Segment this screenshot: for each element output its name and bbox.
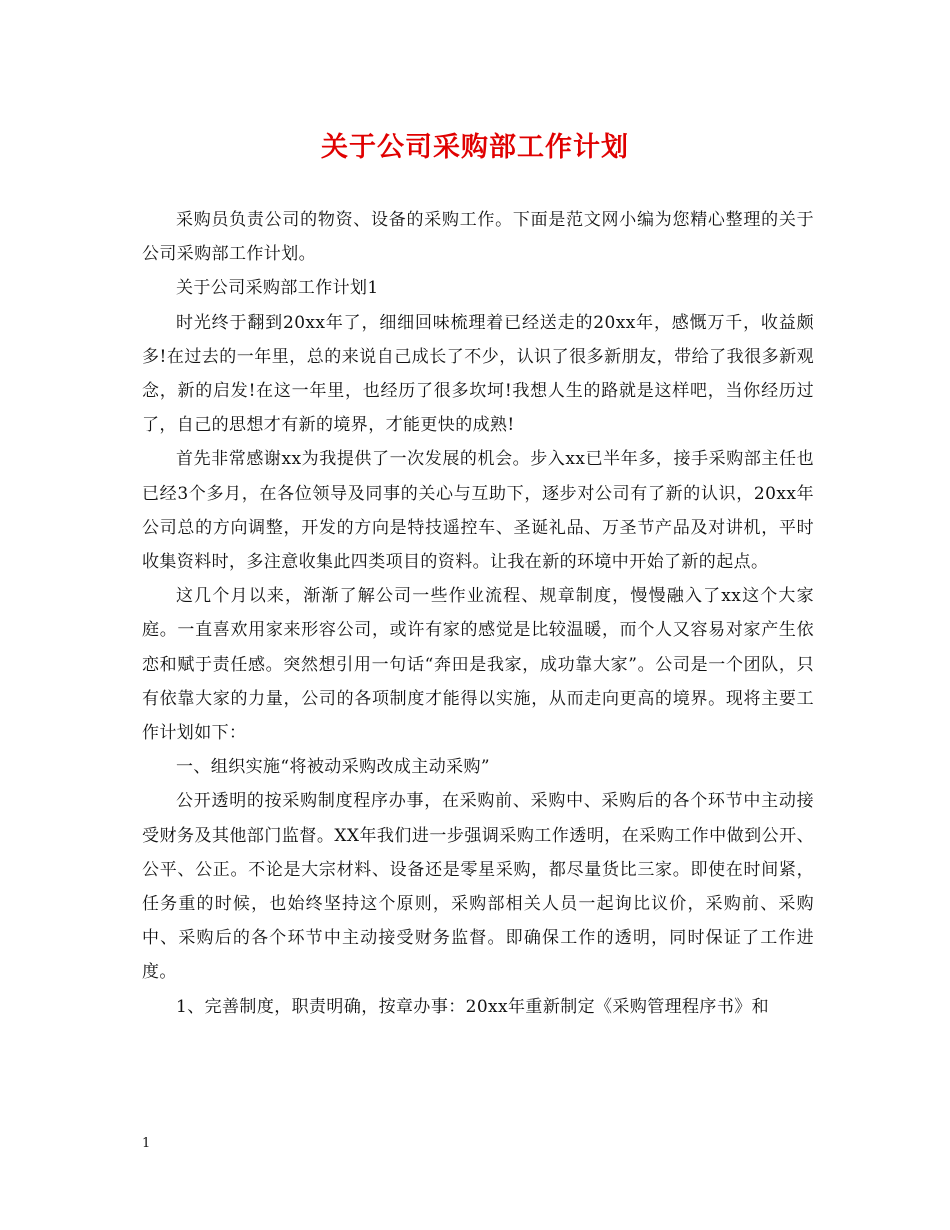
page-number: 1 bbox=[142, 1136, 151, 1151]
document-title: 关于公司采购部工作计划 bbox=[321, 132, 629, 163]
paragraph-plan-heading: 一、组织实施“将被动采购改成主动采购” bbox=[176, 757, 490, 778]
paragraph-thanks: 首先非常感谢xx为我提供了一次发展的机会。步入xx已半年多，接手采购部主任也已经3个多月，在各位领导及同事的关心与互助下，逐步对公司有了新的认识，20xx年公司总的方向调整，开发的方向是特技遥控车、圣诞礼品、万圣节产品及对讲机，平时收集资料时，多注意收集此四类项目的资料。让我在新的环境中开始了新的起点。 bbox=[142, 449, 814, 573]
document-body bbox=[142, 203, 814, 1024]
paragraph-transparency: 公开透明的按采购制度程序办事，在采购前、采购中、采购后的各个环节中主动接受财务及其他部门监督。XX年我们进一步强调采购工作透明，在采购工作中做到公开、公平、公正。不论是大宗材料、设备还是零星采购，都尽量货比三家。即使在时间紧，任务重的时候，也始终坚持这个原则，采购部相关人员一起询比议价，采购前、采购中、采购后的各个环节中主动接受财务监督。即确保工作的透明，同时保证了工作进度。 bbox=[142, 791, 814, 983]
paragraph-team: 这几个月以来，渐渐了解公司一些作业流程、规章制度，慢慢融入了xx这个大家庭。一直喜欢用家来形容公司，或许有家的感觉是比较温暖，而个人又容易对家产生依恋和赋于责任感。突然想引用一句话“奔田是我家，成功靠大家”。公司是一个团队，只有依靠大家的力量，公司的各项制度才能得以实施，从而走向更高的境界。现将主要工作计划如下： bbox=[142, 586, 814, 744]
paragraph-section-heading: 关于公司采购部工作计划1 bbox=[176, 278, 379, 299]
paragraph-intro: 采购员负责公司的物资、设备的采购工作。下面是范文网小编为您精心整理的关于公司采购部工作计划。 bbox=[142, 210, 814, 265]
paragraph-rules: 1、完善制度，职责明确，按章办事：20xx年重新制定《采购管理程序书》和 bbox=[176, 996, 770, 1017]
paragraph-reflection: 时光终于翻到20xx年了，细细回味梳理着已经送走的20xx年，感慨万千，收益颇多!在过去的一年里，总的来说自己成长了不少，认识了很多新朋友，带给了我很多新观念，新的启发!在这一年里，也经历了很多坎坷!我想人生的路就是这样吧，当你经历过了，自己的思想才有新的境界，才能更快的成熟! bbox=[142, 312, 814, 436]
